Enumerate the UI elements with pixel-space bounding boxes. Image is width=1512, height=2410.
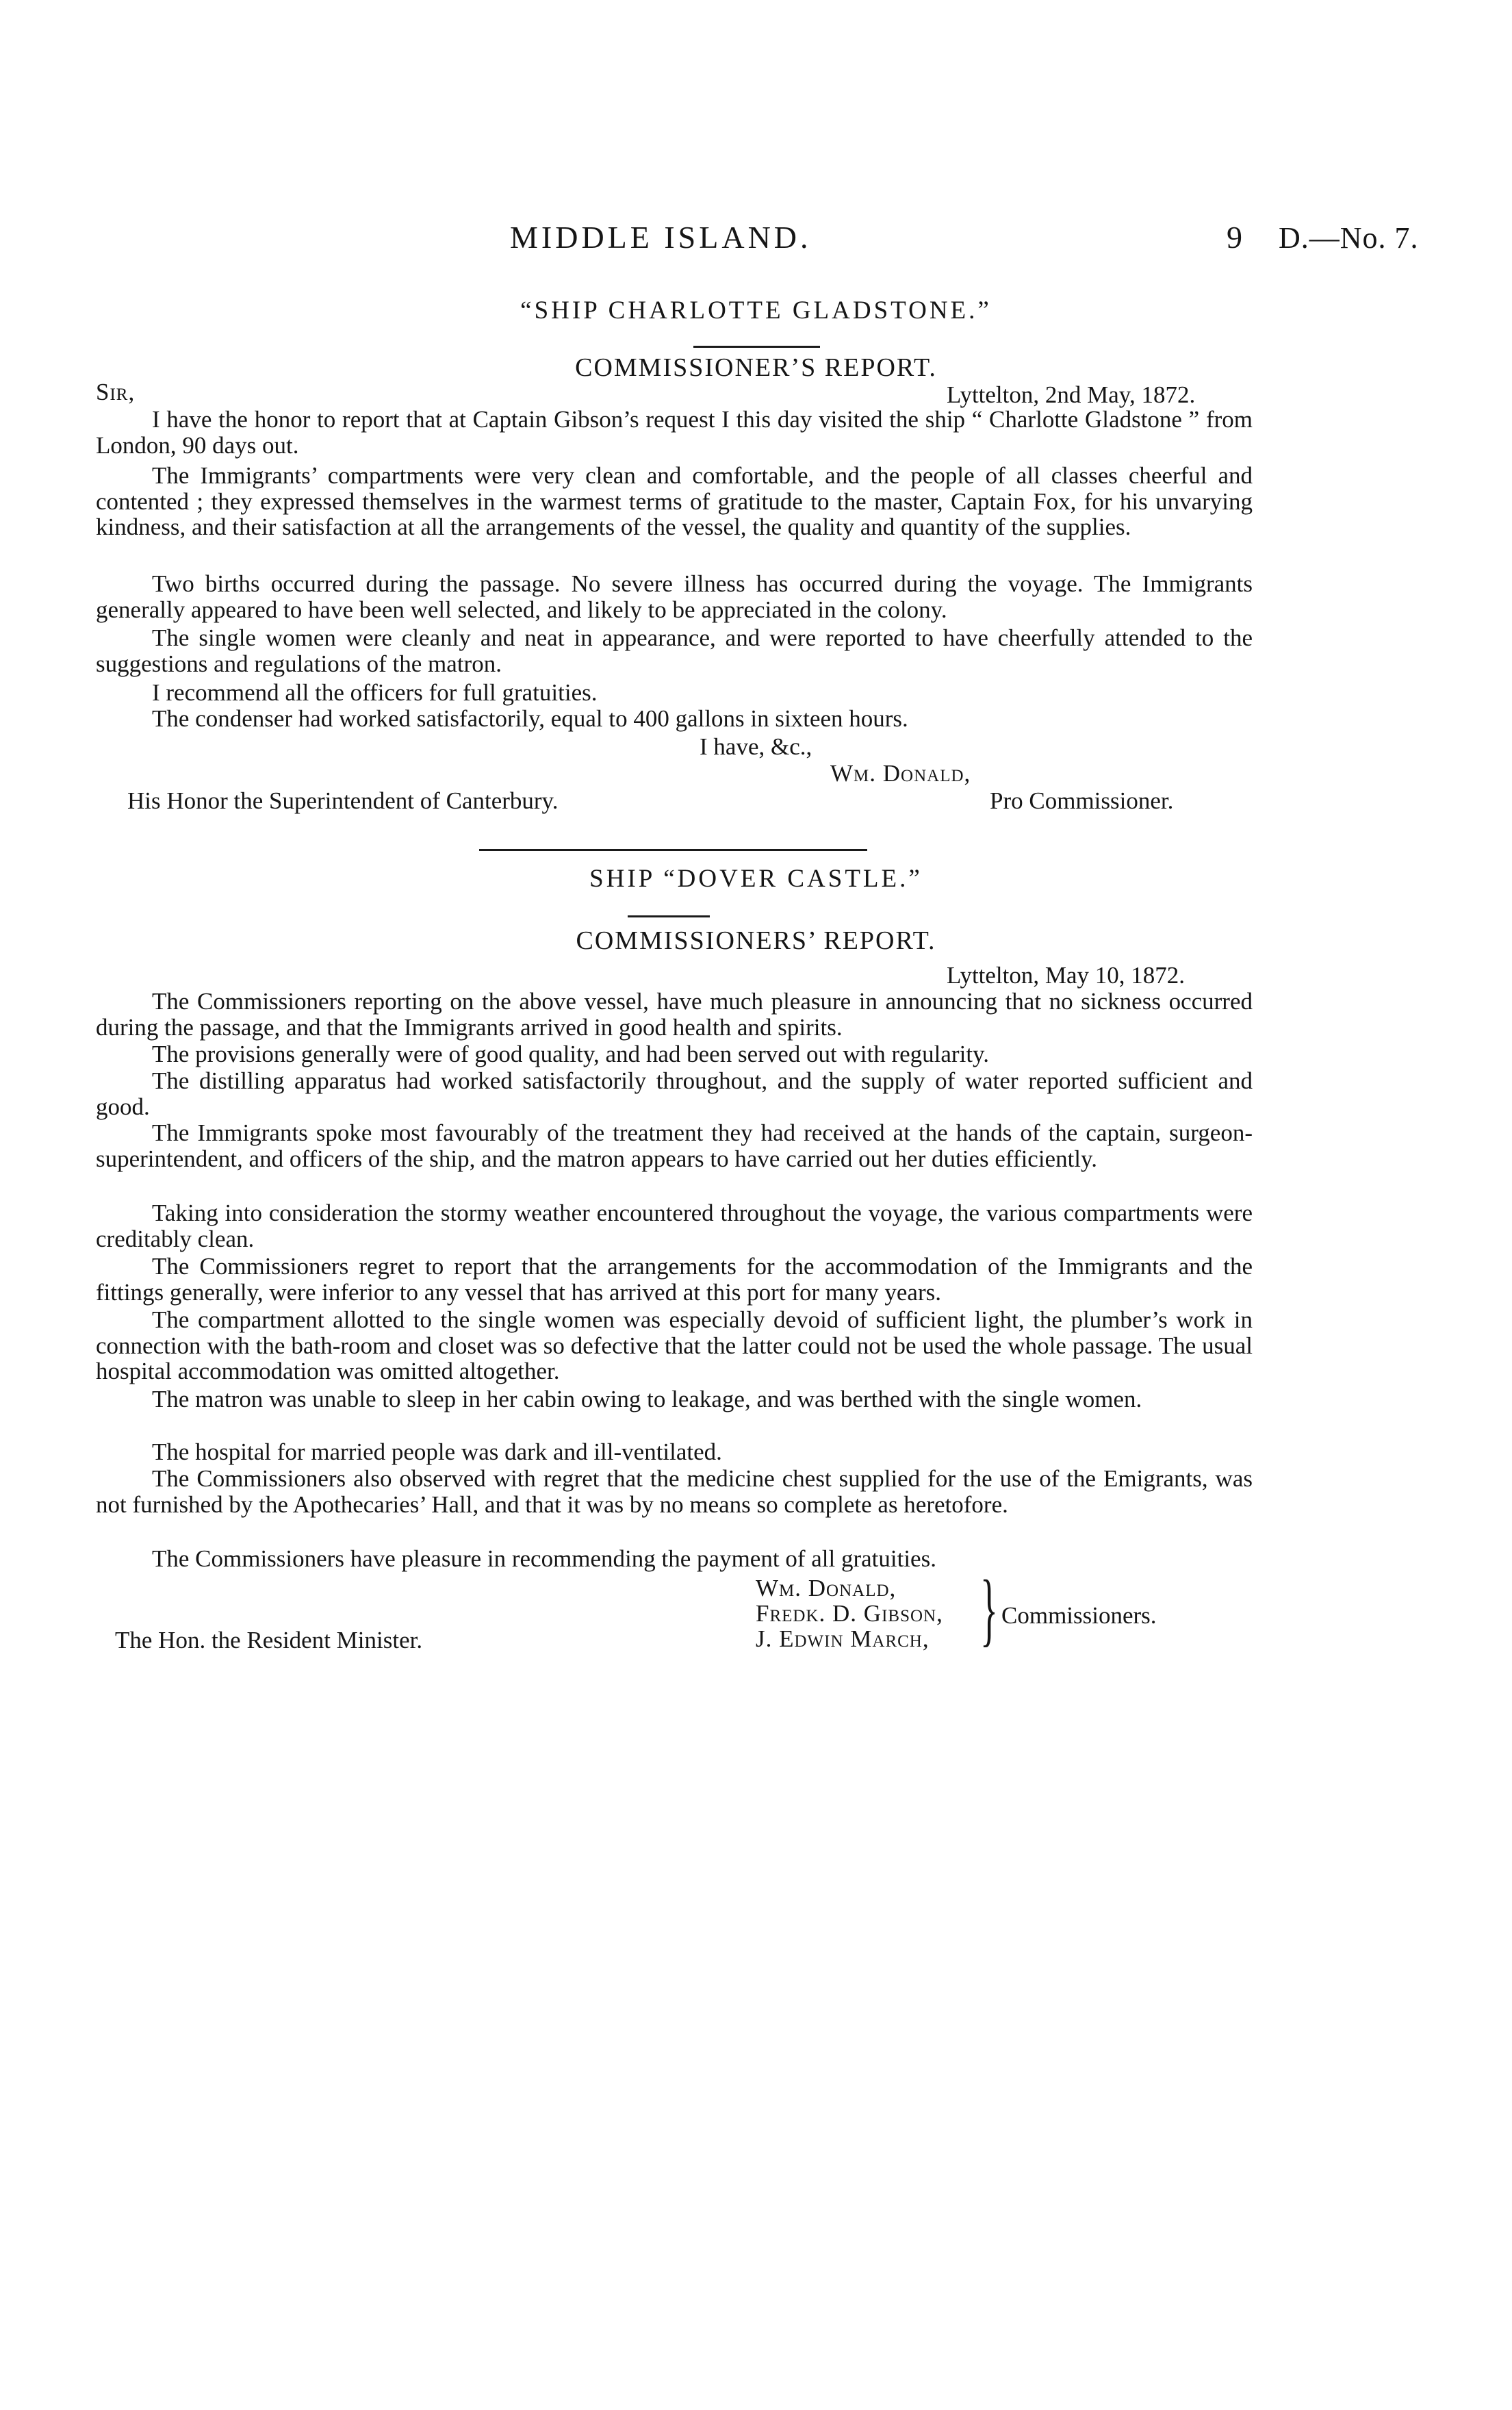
signatory-title: Pro Commissioner. [990,787,1174,814]
recipient: The Hon. the Resident Minister. [115,1627,423,1653]
page-number: 9 [1227,220,1242,255]
report1-paragraph: I recommend all the officers for full gratuities. [152,679,598,706]
report-heading-commissioner: COMMISSIONER’S REPORT. [575,353,937,382]
report2-paragraph: The provisions generally were of good quality, and had been served out with regularity. [152,1041,990,1067]
report1-paragraph: The Immigrants’ compartments were very clean and comfortable, and the people of all classes cheerful and contented ; they expressed themselves in the warmest terms of gratitude to the master, Captain Fox, for his unvarying kindness, and their satisfaction at all the arrangements of the vessel, the quality and quantity of the supplies. [96,462,1253,540]
report2-paragraph: The hospital for married people was dark and ill-ventilated. [152,1438,722,1465]
place-date: Lyttelton, 2nd May, 1872. [947,381,1196,408]
report2-paragraph: The Commissioners also observed with regret that the medicine chest supplied for the use of the Emigrants, was not furnished by the Apothecaries’ Hall, and that it was by no means so complete as heretofore. [96,1465,1253,1518]
report1-paragraph: The condenser had worked satisfactorily, equal to 400 gallons in sixteen hours. [152,705,908,732]
signatory-march: J. Edwin March, [756,1625,930,1652]
report-heading-commissioners: COMMISSIONERS’ REPORT. [576,926,936,955]
report2-paragraph: The Immigrants spoke most favourably of the treatment they had received at the hands of the captain, surgeon-superintendent, and officers of the ship, and the matron appears to have carried out her duties efficiently. [96,1119,1253,1172]
report2-paragraph: The Commissioners reporting on the above vessel, have much pleasure in announcing that no sickness occurred during the passage, and that the Immigrants arrived in good health and spirits. [96,988,1253,1041]
report2-paragraph: The distilling apparatus had worked satisfactorily throughout, and the supply of water reported sufficient and good. [96,1067,1253,1120]
signatory: Wm. Donald, [830,760,971,787]
running-header-title: MIDDLE ISLAND. [510,220,812,255]
report1-paragraph: Two births occurred during the passage. No severe illness has occurred during the voyage. The Immigrants generally appeared to have been well selected, and likely to be appreciated in the colony. [96,570,1253,623]
ship-heading-dover-castle: SHIP “DOVER CASTLE.” [589,865,923,893]
ship-heading-charlotte-gladstone: “SHIP CHARLOTTE GLADSTONE.” [520,296,992,325]
document-code: D.—No. 7. [1279,221,1419,255]
place-date: Lyttelton, May 10, 1872. [947,962,1186,989]
report1-paragraph: I have the honor to report that at Captain Gibson’s request I this day visited the ship “ Charlotte Gladstone ” from London, 90 days out. [96,406,1253,459]
report2-paragraph: Taking into consideration the stormy weather encountered throughout the voyage, the various compartments were creditably clean. [96,1200,1253,1252]
heading-rule [628,915,710,917]
section-divider [479,849,867,851]
signatory-gibson: Fredk. D. Gibson, [756,1600,943,1627]
report1-paragraph: The single women were cleanly and neat in appearance, and were reported to have cheerfully attended to the suggestions and regulations of the matron. [96,624,1253,677]
brace-glyph: } [980,1563,998,1654]
heading-rule [693,346,820,348]
closing: I have, &c., [700,733,812,760]
report2-paragraph: The Commissioners have pleasure in recommending the payment of all gratuities. [152,1545,936,1572]
recipient: His Honor the Superintendent of Canterbury. [127,787,559,814]
report2-paragraph: The matron was unable to sleep in her cabin owing to leakage, and was berthed with the single women. [152,1386,1142,1412]
signatories-title: Commissioners. [1001,1602,1157,1629]
salutation: Sir, [96,379,136,405]
signatory-donald: Wm. Donald, [756,1575,897,1601]
report2-paragraph: The compartment allotted to the single women was especially devoid of sufficient light, the plumber’s work in connection with the bath-room and closet was so defective that the latter could not be used the whole passage. The usual hospital accommodation was omitted altogether. [96,1306,1253,1384]
report2-paragraph: The Commissioners regret to report that the arrangements for the accommodation of the Immigrants and the fittings generally, were inferior to any vessel that has arrived at this port for many years. [96,1253,1253,1306]
